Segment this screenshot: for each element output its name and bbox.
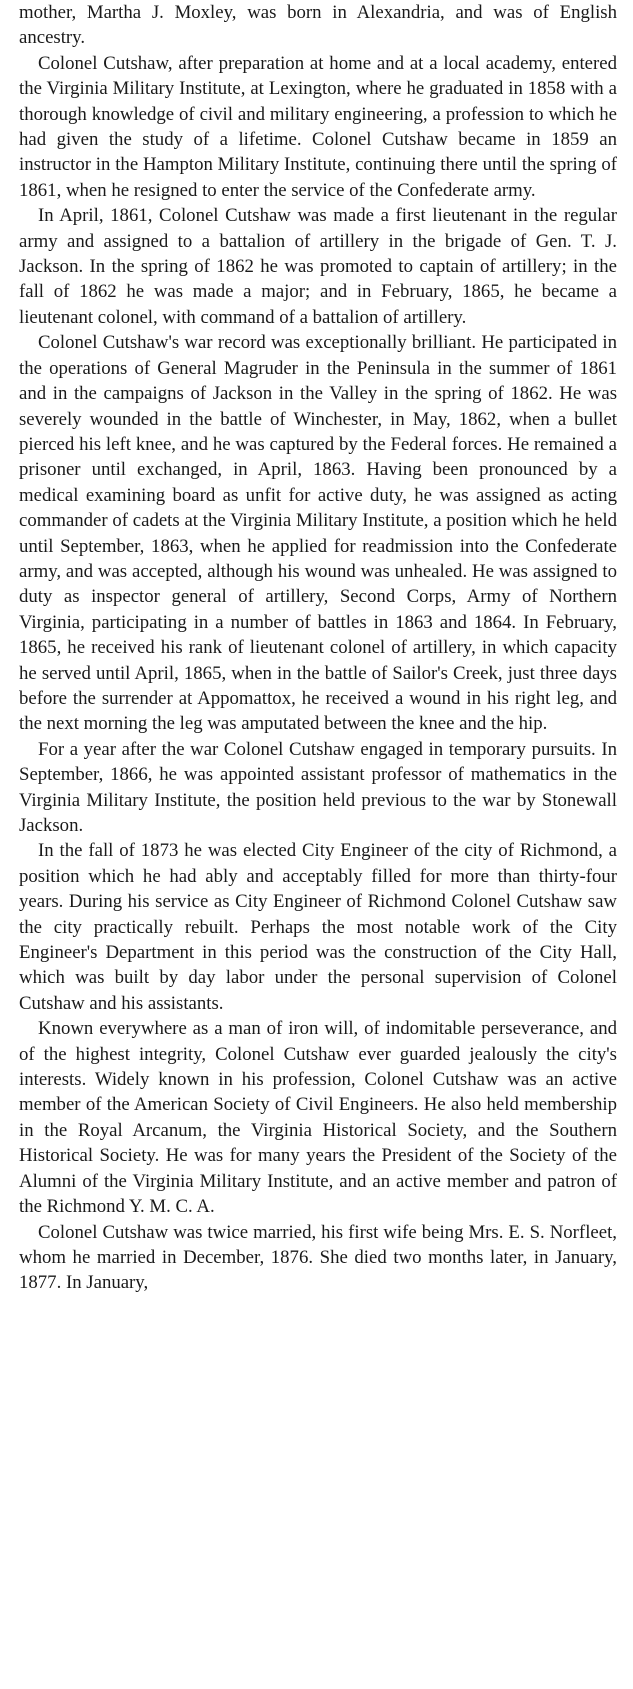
paragraph-commission: In April, 1861, Colonel Cutshaw was made a first lieutenant in the regular army and assigned to a battalion of artillery in the brigade of Gen. T. J. Jackson. In the spring of 1862 he was promoted to captain of artillery; in the fall of 1862 he was made a major; and in February, 1865, he became a lieutenant colonel, with command of a battalion of artillery. [19, 205, 617, 328]
paragraph-postwar: For a year after the war Colonel Cutshaw engaged in temporary pursuits. In September, 1866, he was appointed assistant professor of mathematics in the Virginia Military Institute, the position held previous to the war by Stonewall Jackson. [19, 738, 617, 836]
paragraph-city-engineer: In the fall of 1873 he was elected City Engineer of the city of Richmond, a position which he had ably and acceptably filled for more than thirty-four years. During his service as City Engineer of Richmond Colonel Cutshaw saw the city practically rebuilt. Perhaps the most notable work of the City Engineer's Department in this period was the construction of the City Hall, which was built by day labor under the personal supervision of Colonel Cutshaw and his assistants. [19, 840, 617, 1014]
document-page [19, 0, 617, 1689]
paragraph-ancestry: mother, Martha J. Moxley, was born in Alexandria, and was of English ancestry. [19, 2, 617, 49]
paragraph-reputation: Known everywhere as a man of iron will, of indomitable perseverance, and of the highest integrity, Colonel Cutshaw ever guarded jealously the city's interests. Widely known in his profession, Colonel Cutshaw was an active member of the American Society of Civil Engineers. He also held membership in the Royal Arcanum, the Virginia Historical Society, and the Southern Historical Society. He was for many years the President of the Society of the Alumni of the Virginia Military Institute, and an active member and patron of the Richmond Y. M. C. A. [19, 1018, 617, 1218]
paragraph-education: Colonel Cutshaw, after preparation at home and at a local academy, entered the Virginia Military Institute, at Lexington, where he graduated in 1858 with a thorough knowledge of civil and military engineering, a profession to which he had given the study of a lifetime. Colonel Cutshaw became in 1859 an instructor in the Hampton Military Institute, continuing there until the spring of 1861, when he resigned to enter the service of the Confederate army. [19, 52, 617, 201]
paragraph-marriage: Colonel Cutshaw was twice married, his first wife being Mrs. E. S. Norfleet, whom he married in December, 1876. She died two months later, in January, 1877. In January, [19, 1221, 617, 1294]
paragraph-war-record: Colonel Cutshaw's war record was exceptionally brilliant. He participated in the operations of General Magruder in the Peninsula in the summer of 1861 and in the campaigns of Jackson in the Valley in the spring of 1862. He was severely wounded in the battle of Winchester, in May, 1862, when a bullet pierced his left knee, and he was captured by the Federal forces. He remained a prisoner until exchanged, in April, 1863. Having been pronounced by a medical examining board as unfit for active duty, he was assigned as acting commander of cadets at the Virginia Military Institute, a position which he held until September, 1863, when he applied for readmission into the Confederate army, and was accepted, although his wound was unhealed. He was assigned to duty as inspector general of artillery, Second Corps, Army of Northern Virginia, participating in a number of battles in 1863 and 1864. In February, 1865, he received his rank of lieutenant colonel of artillery, in which capacity he served until April, 1865, when in the battle of Sailor's Creek, just three days before the surrender at Appomattox, he received a wound in his right leg, and the next morning the leg was amputated between the knee and the hip. [19, 332, 617, 735]
